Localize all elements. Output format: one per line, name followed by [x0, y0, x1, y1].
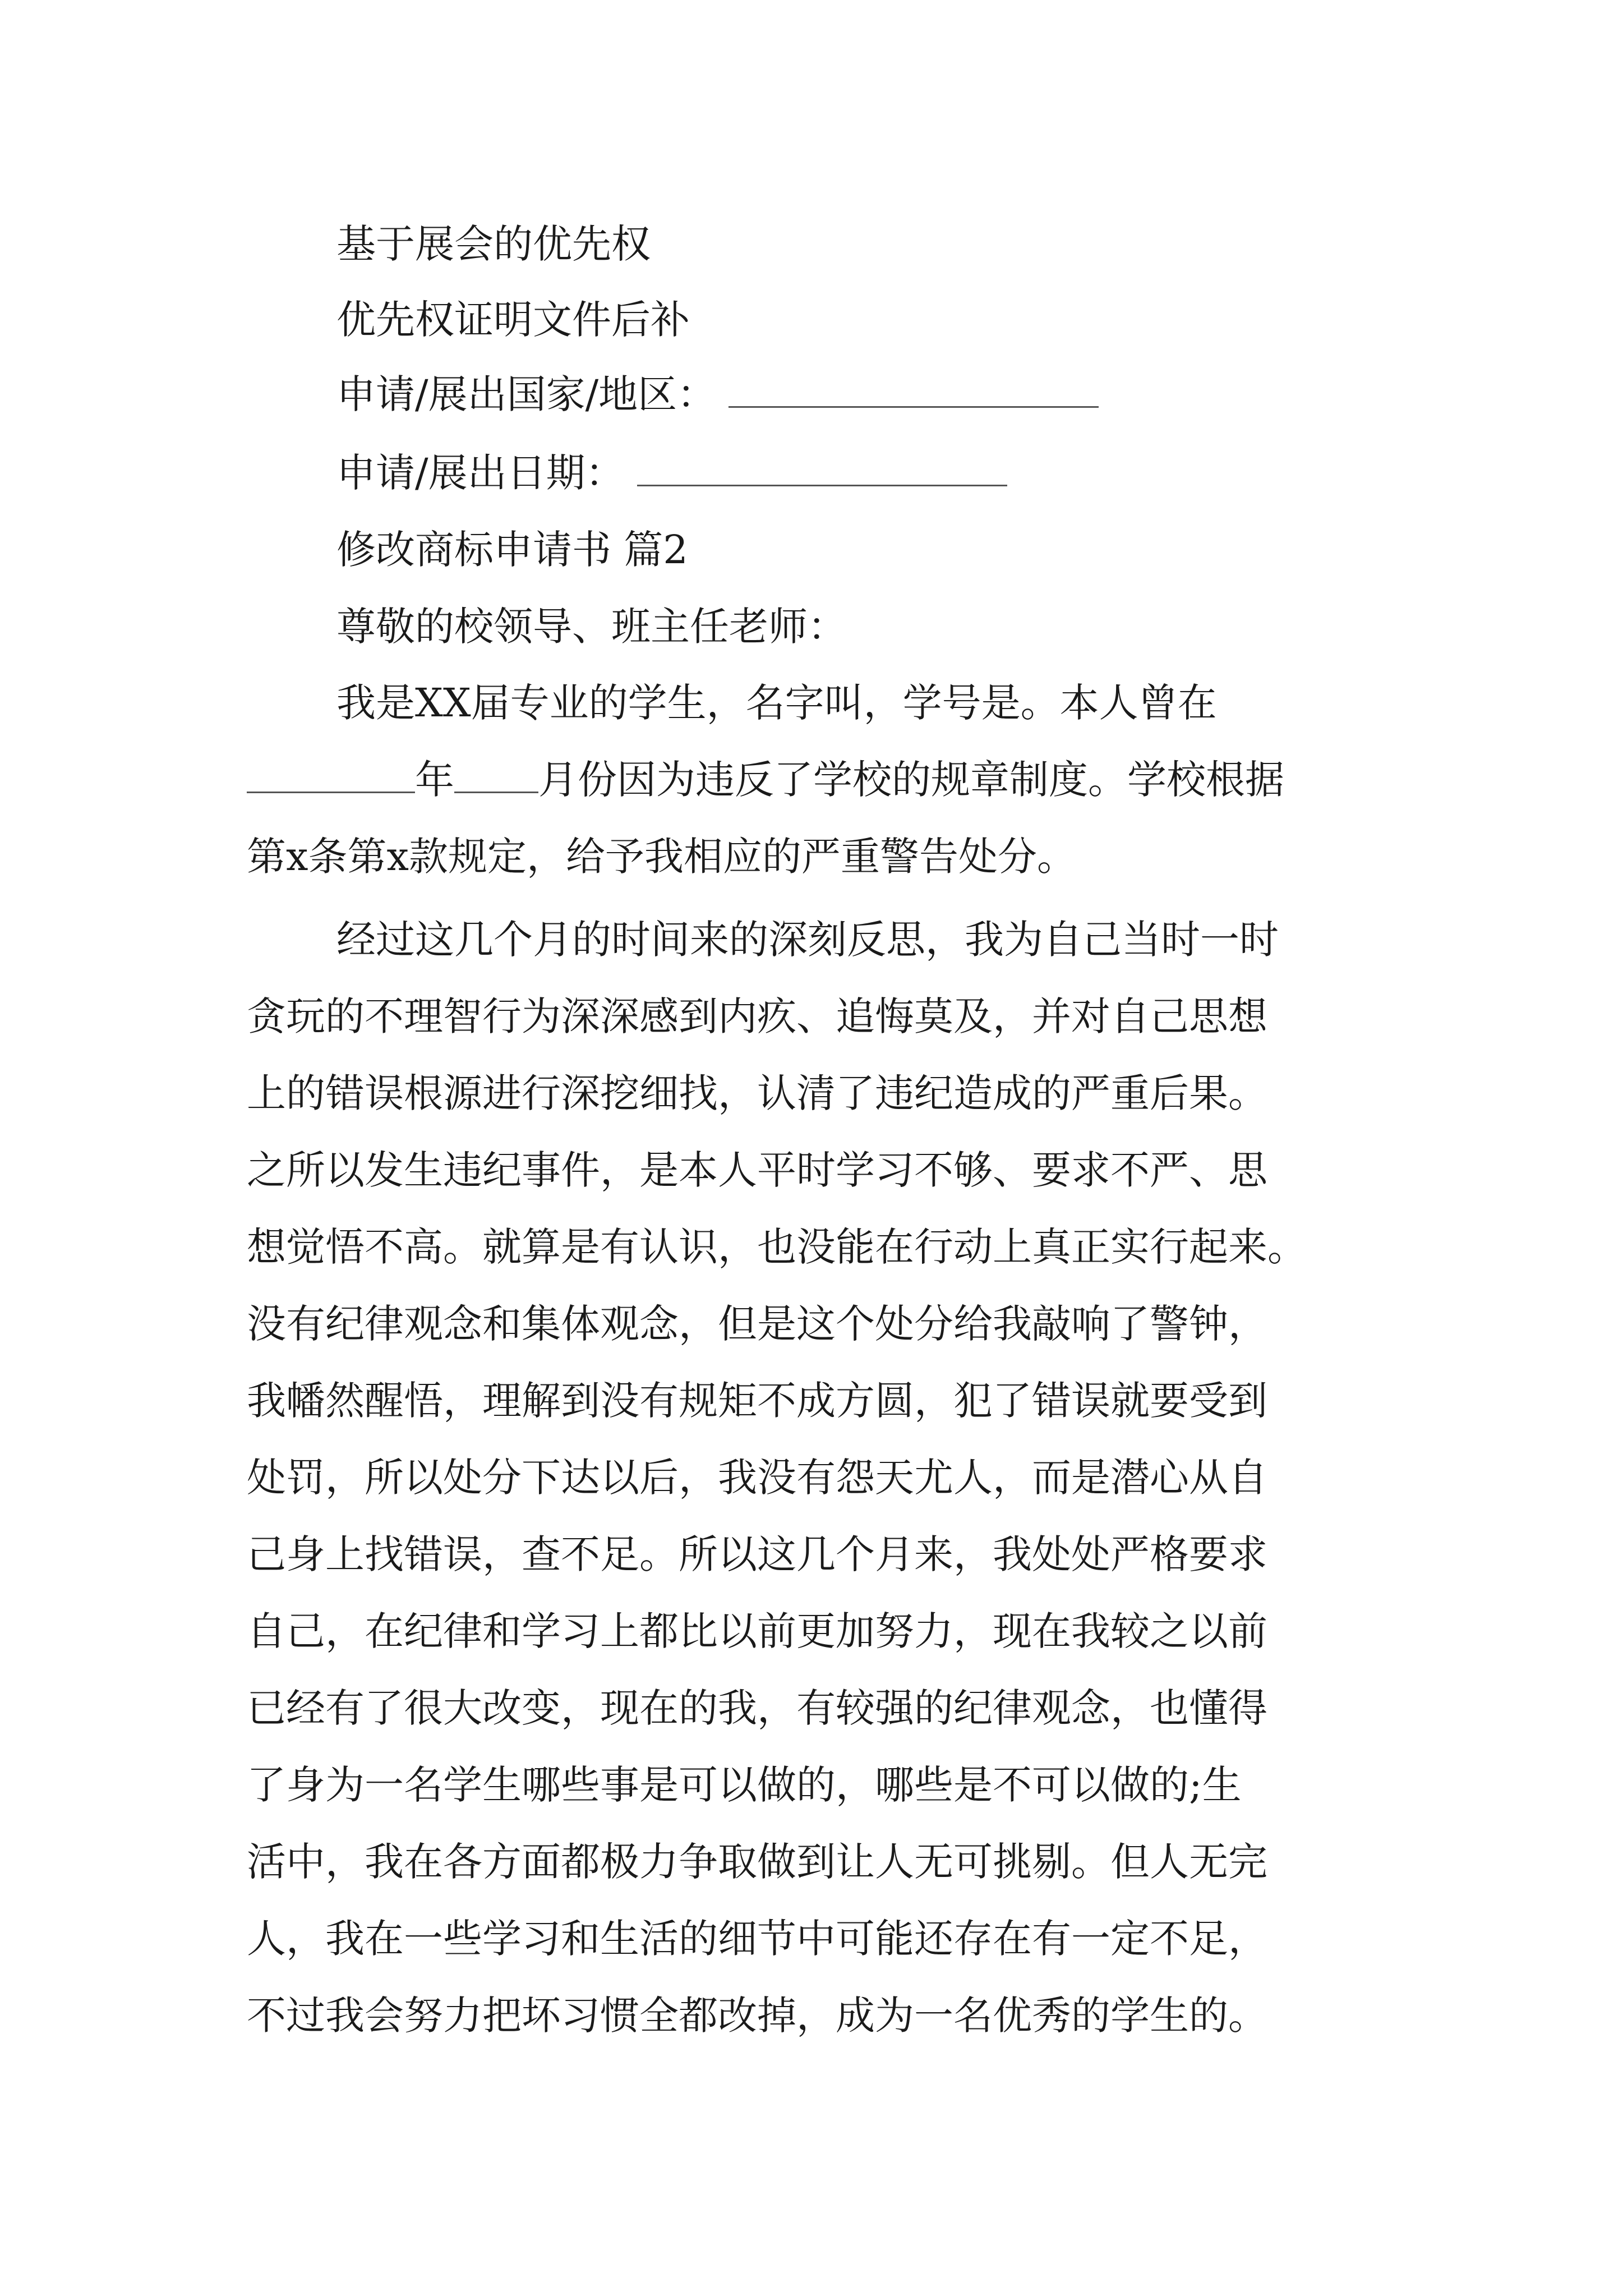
para2-line: 人，我在一些学习和生活的细节中可能还存在有一定不足， [247, 1916, 1267, 1962]
country-label: 申请/展出国家/地区： [336, 371, 717, 417]
para2-line: 上的错误根源进行深挖细找，认清了违纪造成的严重后果。 [247, 1070, 1267, 1116]
para2-line: 想觉悟不高。就算是有认识，也没能在行动上真正实行起来。 [247, 1224, 1307, 1270]
para1-line1: 我是XX届专业的学生，名字叫，学号是。本人曾在 [336, 680, 1217, 726]
para1-line3: 第x条第x款规定，给予我相应的严重警告处分。 [247, 834, 1076, 880]
exhibition-priority-option: 基于展会的优先权 [336, 221, 651, 267]
month-blank[interactable] [454, 786, 538, 793]
para2-line: 自己，在纪律和学习上都比以前更加努力，现在我较之以前 [247, 1608, 1267, 1654]
salutation: 尊敬的校领导、班主任老师： [336, 604, 847, 650]
para2-line: 了身为一名学生哪些事是可以做的，哪些是不可以做的;生 [247, 1762, 1242, 1808]
para2-line: 活中，我在各方面都极力争取做到让人无可挑剔。但人无完 [247, 1839, 1267, 1885]
para1-line2-rest: 月份因为违反了学校的规章制度。学校根据 [538, 757, 1284, 803]
para2-line: 已经有了很大改变，现在的我，有较强的纪律观念，也懂得 [247, 1685, 1267, 1731]
year-label: 年 [415, 757, 454, 803]
priority-docs-later-option: 优先权证明文件后补 [336, 297, 690, 343]
date-label: 申请/展出日期： [336, 450, 625, 496]
para1-line2 [247, 757, 1284, 803]
para2-line: 我幡然醒悟，理解到没有规矩不成方圆，犯了错误就要受到 [247, 1378, 1267, 1424]
date-row [336, 450, 1007, 496]
section-heading: 修改商标申请书 篇2 [336, 527, 688, 573]
para2-line: 贪玩的不理智行为深深感到内疚、追悔莫及，并对自己思想 [247, 993, 1267, 1039]
para2-line: 经过这几个月的时间来的深刻反思，我为自己当时一时 [336, 917, 1279, 963]
year-blank[interactable] [247, 786, 415, 793]
para2-line: 己身上找错误，查不足。所以这几个月来，我处处严格要求 [247, 1531, 1267, 1577]
country-row [336, 371, 1099, 417]
para2-line: 之所以发生违纪事件，是本人平时学习不够、要求不严、思 [247, 1147, 1267, 1193]
para2-line: 不过我会努力把坏习惯全都改掉，成为一名优秀的学生的。 [247, 1993, 1267, 2039]
para2-line: 没有纪律观念和集体观念，但是这个处分给我敲响了警钟， [247, 1301, 1267, 1347]
date-blank[interactable] [637, 479, 1007, 486]
para2-line: 处罚，所以处分下达以后，我没有怨天尤人，而是潜心从自 [247, 1455, 1267, 1501]
country-blank[interactable] [728, 401, 1099, 408]
